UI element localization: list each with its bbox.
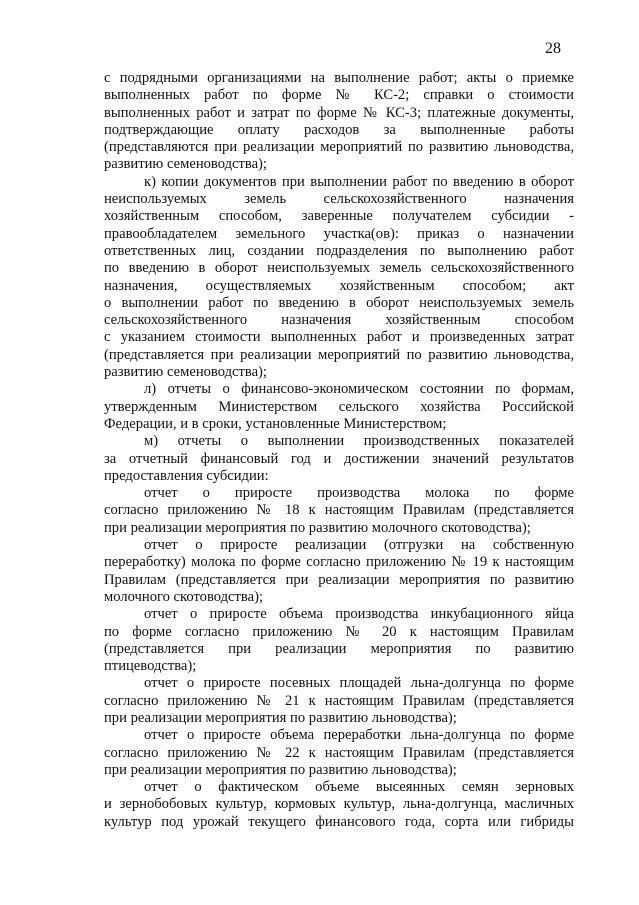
text-line: Федерации, и в сроки, установленные Министерством; [104, 415, 447, 432]
text-line: (представляется при реализации мероприятия по развитию [104, 640, 574, 657]
text-line: культур под урожай текущего финансового года, сорта или гибриды [104, 813, 574, 830]
document-body [104, 70, 574, 831]
text-line: с указанием стоимости выполненных работ и произведенных затрат [104, 329, 574, 346]
text-line: правообладателем земельного участка(ов): приказ о назначении [104, 225, 574, 242]
text-line: Правилам (представляется при реализации мероприятия по развитию [104, 571, 574, 588]
text-line: подтверждающие оплату расходов за выполненные работы [104, 121, 574, 138]
text-line: за отчетный финансовый год и достижении значений результатов [104, 450, 574, 467]
text-line: развитию семеноводства); [104, 364, 267, 381]
text-line: с подрядными организациями на выполнение работ; акты о приемке [104, 70, 574, 86]
text-line: при реализации мероприятия по развитию молочного скотоводства); [104, 519, 531, 536]
text-line: отчет о приросте объема переработки льна-долгунца по форме [144, 727, 574, 744]
text-line: при реализации мероприятия по развитию льноводства); [104, 761, 457, 778]
text-line: сельскохозяйственного назначения хозяйственным способом [104, 312, 574, 329]
text-line: назначения, осуществляемых хозяйственным способом; акт [104, 277, 574, 294]
text-line: молочного скотоводства); [104, 588, 264, 605]
text-line: отчет о приросте объема производства инкубационного яйца [144, 606, 574, 623]
text-line: по форме согласно приложению № 20 к настоящим Правилам [104, 623, 574, 640]
text-line: и зернобобовых культур, кормовых культур, льна-долгунца, масличных [104, 796, 574, 813]
text-line: отчет о фактическом объеме высеянных семян зерновых [144, 779, 574, 796]
text-line: отчет о приросте реализации (отгрузки на собственную [144, 537, 574, 554]
text-line: предоставления субсидии: [104, 467, 269, 484]
text-line: согласно приложению № 22 к настоящим Правилам (представляется [104, 744, 574, 761]
text-line: птицеводства); [104, 658, 197, 675]
text-line: (представляются при реализации мероприятий по развитию льноводства, [104, 139, 574, 156]
text-line: отчет о приросте посевных площадей льна-долгунца по форме [144, 675, 574, 692]
text-line: отчет о приросте производства молока по форме [144, 485, 574, 502]
text-line: согласно приложению № 18 к настоящим Правилам (представляется [104, 502, 574, 519]
text-line: утвержденным Министерством сельского хозяйства Российской [104, 398, 574, 415]
text-line: выполненных работ и затрат по форме № КС-3; платежные документы, [104, 104, 574, 121]
text-line: хозяйственным способом, заверенные получателем субсидии - [104, 208, 574, 225]
text-line: л) отчеты о финансово-экономическом состоянии по формам, [144, 381, 574, 398]
text-line: переработку) молока по форме согласно приложению № 19 к настоящим [104, 554, 574, 571]
text-line: к) копии документов при выполнении работ по введению в оборот [144, 173, 574, 190]
text-line: развитию семеноводства); [104, 156, 267, 173]
text-line: согласно приложению № 21 к настоящим Правилам (представляется [104, 692, 574, 709]
text-line: по введению в оборот неиспользуемых земель сельскохозяйственного [104, 260, 574, 277]
text-line: ответственных лиц, создании подразделения по выполнению работ [104, 242, 574, 259]
text-line: (представляется при реализации мероприятий по развитию льноводства, [104, 346, 574, 363]
page-number: 28 [545, 40, 561, 57]
text-line: при реализации мероприятия по развитию льноводства); [104, 709, 457, 726]
text-line: м) отчеты о выполнении производственных показателей [144, 433, 574, 450]
text-line: выполненных работ по форме № КС-2; справки о стоимости [104, 87, 574, 104]
text-line: о выполнении работ по введению в оборот неиспользуемых земель [104, 294, 574, 311]
text-line: неиспользуемых земель сельскохозяйственного назначения [104, 191, 574, 208]
